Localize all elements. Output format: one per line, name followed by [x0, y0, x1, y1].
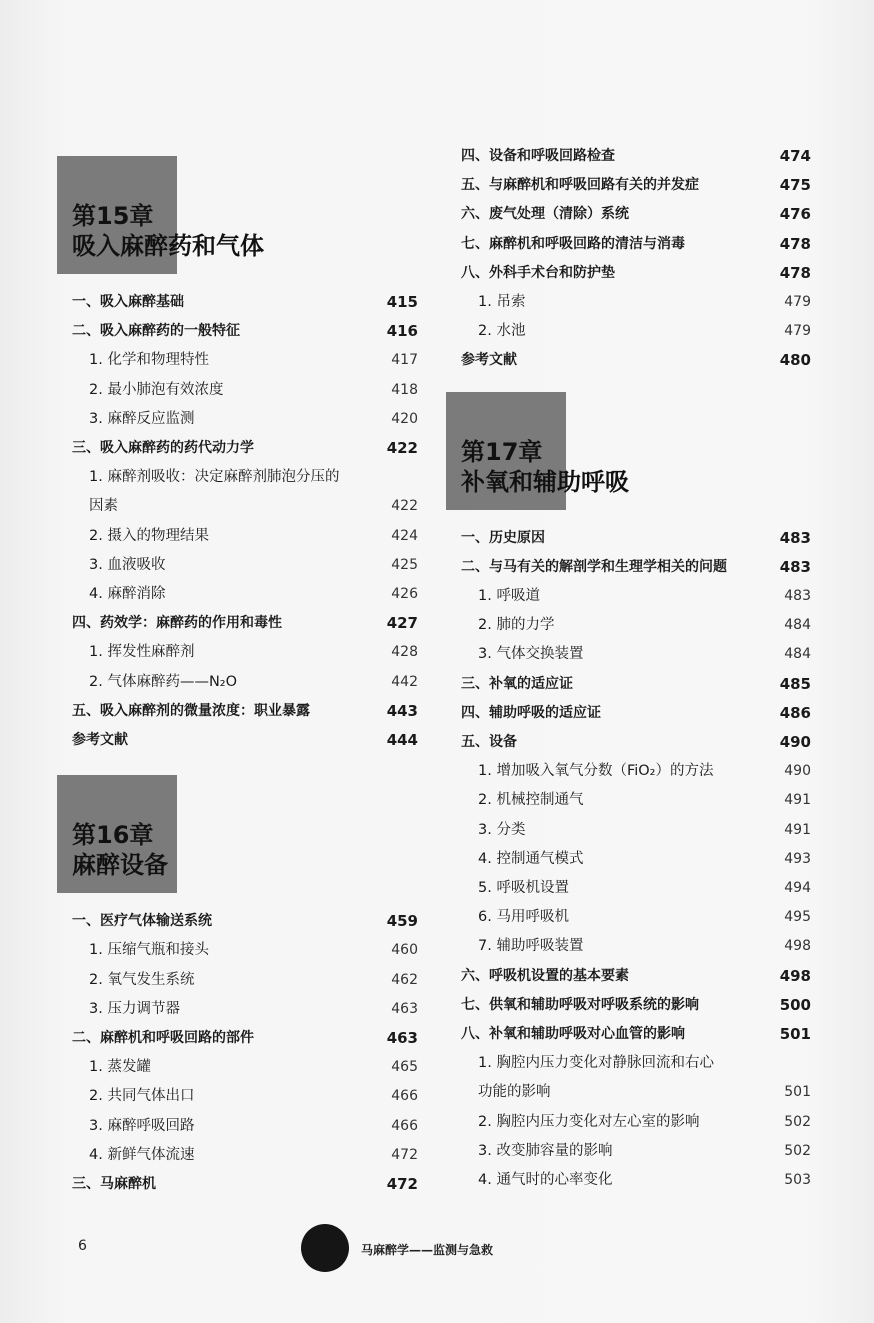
- toc-entry-title: 1. 麻醉剂吸收：决定麻醉剂肺泡分压的: [89, 469, 340, 486]
- toc-subsection-entry: [72, 668, 418, 697]
- toc-entry-page: 502: [784, 1113, 811, 1130]
- toc-subsection-entry: [72, 1112, 418, 1141]
- toc-entry-title: 3. 麻醉反应监测: [89, 410, 195, 427]
- toc-entry-page: 472: [391, 1146, 418, 1163]
- toc-entry-title: 3. 气体交换装置: [478, 646, 584, 663]
- toc-subsection-entry: [461, 816, 811, 845]
- chapter-15: [72, 156, 418, 755]
- toc-entry-page: 484: [784, 617, 811, 634]
- toc-entry-title: 二、与马有关的解剖学和生理学相关的问题: [461, 558, 727, 575]
- toc-entry-title: 3. 麻醉呼吸回路: [89, 1117, 195, 1134]
- toc-entry-title: 一、吸入麻醉基础: [72, 294, 184, 310]
- toc-entry-title: 1. 挥发性麻醉剂: [89, 644, 195, 661]
- footer-circle-icon: [301, 1224, 349, 1272]
- toc-section-entry: [461, 991, 811, 1020]
- toc-entry-page: 415: [386, 293, 418, 311]
- toc-entry-title: 2. 最小肺泡有效浓度: [89, 381, 224, 398]
- toc-entry-title: 7. 辅助呼吸装置: [478, 938, 584, 955]
- toc-entry-title: 3. 血液吸收: [89, 556, 166, 573]
- toc-entry-page: 490: [779, 733, 811, 752]
- toc-entry-page: 498: [784, 938, 811, 955]
- toc-entry-page: 479: [784, 323, 811, 340]
- toc-entry-title: 1. 化学和物理特性: [89, 352, 209, 369]
- toc-entry-page: 478: [779, 263, 811, 282]
- toc-entry-title: 八、补氧和辅助呼吸对心血管的影响: [461, 1026, 685, 1043]
- toc-subsection-entry: [72, 463, 418, 492]
- toc-entry-page: 425: [391, 556, 418, 573]
- toc-entry-page: 422: [386, 439, 418, 458]
- toc-entry-page: 466: [391, 1117, 418, 1134]
- toc-entry-page: 491: [784, 821, 811, 838]
- toc-entry-page: 463: [386, 1029, 418, 1048]
- toc-entry-title: 4. 新鲜气体流速: [89, 1146, 195, 1163]
- toc-section-entry: [461, 1020, 811, 1049]
- toc-section-entry: [72, 317, 418, 346]
- chapter-17: [461, 392, 811, 1196]
- toc-section-entry: [72, 434, 418, 463]
- toc-entry-page: 462: [391, 971, 418, 988]
- toc-entry-page: 428: [391, 644, 418, 661]
- chapter-title: 麻醉设备: [72, 851, 168, 880]
- toc-entry-title: 五、吸入麻醉剂的微量浓度：职业暴露: [72, 702, 310, 719]
- toc-subsection-entry: [461, 1108, 811, 1137]
- toc-entry-page: 484: [784, 646, 811, 663]
- toc-section-entry: [72, 288, 418, 317]
- toc-section-entry: [461, 230, 811, 259]
- chapter-number: 第15章: [72, 202, 154, 230]
- toc-entry-page: 443: [386, 701, 418, 720]
- toc-entry-title: 1. 蒸发罐: [89, 1059, 151, 1076]
- toc-section-entry: [72, 726, 418, 755]
- toc-section-entry: [461, 728, 811, 757]
- toc-entry-title: 功能的影响: [478, 1084, 551, 1101]
- toc-subsection-entry: [461, 288, 811, 317]
- toc-subsection-entry: [72, 638, 418, 667]
- page-number: 6: [78, 1238, 87, 1254]
- toc-entry-page: 483: [779, 557, 811, 576]
- toc-entry-page: 495: [784, 909, 811, 926]
- footer-book-title: 马麻醉学——监测与急救: [361, 1243, 494, 1257]
- toc-entry-page: 483: [779, 528, 811, 547]
- toc-column-left: [72, 156, 418, 1199]
- chapter-number: 第17章: [461, 437, 543, 466]
- toc-entry-title: 三、吸入麻醉药的药代动力学: [72, 440, 254, 457]
- toc-subsection-entry: [72, 492, 418, 521]
- toc-section-entry: [72, 697, 418, 726]
- toc-subsection-entry: [72, 376, 418, 405]
- toc-entry-title: 四、药效学：麻醉药的作用和毒性: [72, 615, 282, 632]
- toc-subsection-entry: [72, 1141, 418, 1170]
- toc-entry-page: 485: [779, 674, 811, 693]
- toc-entry-title: 3. 改变肺容量的影响: [478, 1142, 613, 1159]
- chapter-header: [72, 775, 418, 893]
- toc-entry-page: 474: [779, 147, 811, 165]
- toc-entry-page: 502: [784, 1142, 811, 1159]
- chapter-header: [461, 392, 811, 510]
- toc-subsection-entry: [72, 551, 418, 580]
- toc-entry-page: 472: [386, 1175, 418, 1194]
- toc-subsection-entry: [461, 611, 811, 640]
- toc-entry-title: 3. 分类: [478, 821, 526, 838]
- toc-entry-page: 479: [784, 294, 811, 311]
- toc-subsection-entry: [461, 845, 811, 874]
- toc-entry-page: 424: [391, 527, 418, 544]
- toc-section-entry: [72, 609, 418, 638]
- toc-subsection-entry: [461, 1049, 811, 1078]
- toc-entry-page: 490: [784, 763, 811, 780]
- toc-entry-page: 463: [391, 1000, 418, 1017]
- toc-entry-page: 493: [784, 850, 811, 867]
- chapter-header: [72, 156, 418, 274]
- toc-section-entry: [461, 524, 811, 553]
- toc-entry-title: 三、马麻醉机: [72, 1176, 156, 1193]
- toc-entry-page: 494: [784, 880, 811, 897]
- toc-section-entry: [461, 200, 811, 229]
- toc-entry-title: 一、历史原因: [461, 529, 545, 546]
- toc-section-entry: [461, 171, 811, 200]
- toc-entry-title: 2. 机械控制通气: [478, 792, 584, 809]
- toc-subsection-entry: [461, 932, 811, 961]
- toc-subsection-entry: [461, 757, 811, 786]
- toc-entry-title: 6. 马用呼吸机: [478, 909, 569, 926]
- chapter-16-continued: [461, 142, 811, 376]
- toc-subsection-entry: [461, 1078, 811, 1107]
- toc-entry-page: 442: [391, 673, 418, 690]
- toc-section-entry: [461, 962, 811, 991]
- toc-entry-title: 3. 压力调节器: [89, 1000, 180, 1017]
- toc-entry-page: 480: [779, 351, 811, 370]
- toc-section-entry: [461, 553, 811, 582]
- toc-subsection-entry: [72, 966, 418, 995]
- toc-subsection-entry: [72, 580, 418, 609]
- toc-entry-page: 420: [391, 410, 418, 427]
- toc-entry-title: 五、设备: [461, 734, 517, 751]
- toc-entry-title: 2. 气体麻醉药——N₂O: [89, 673, 238, 690]
- toc-subsection-entry: [72, 995, 418, 1024]
- toc-entry-title: 2. 肺的力学: [478, 617, 555, 634]
- toc-section-entry: [461, 699, 811, 728]
- toc-section-entry: [461, 346, 811, 375]
- toc-subsection-entry: [461, 317, 811, 346]
- toc-entry-page: 478: [779, 234, 811, 253]
- toc-entry-page: 498: [779, 966, 811, 985]
- toc-subsection-entry: [72, 346, 418, 375]
- toc-entry-title: 因素: [89, 498, 118, 515]
- toc-entry-page: 486: [779, 703, 811, 722]
- toc-entry-title: 六、废气处理（清除）系统: [461, 206, 629, 223]
- toc-entry-title: 1. 压缩气瓶和接头: [89, 942, 209, 959]
- toc-subsection-entry: [72, 1082, 418, 1111]
- toc-entry-title: 4. 控制通气模式: [478, 850, 584, 867]
- toc-entry-page: 466: [391, 1088, 418, 1105]
- toc-entry-page: 465: [391, 1059, 418, 1076]
- toc-entry-title: 2. 摄入的物理结果: [89, 527, 209, 544]
- chapter-title: 吸入麻醉药和气体: [72, 232, 264, 260]
- toc-entry-title: 4. 麻醉消除: [89, 586, 166, 603]
- toc-subsection-entry: [72, 1053, 418, 1082]
- toc-entry-title: 四、辅助呼吸的适应证: [461, 704, 601, 721]
- toc-entry-page: 501: [779, 1025, 811, 1044]
- toc-subsection-entry: [72, 936, 418, 965]
- chapter-16: [72, 775, 418, 1199]
- toc-entry-title: 三、补氧的适应证: [461, 675, 573, 692]
- toc-section-entry: [72, 1024, 418, 1053]
- toc-subsection-entry: [461, 582, 811, 611]
- toc-entry-title: 四、设备和呼吸回路检查: [461, 148, 615, 164]
- toc-entry-page: 416: [386, 322, 418, 341]
- toc-entry-title: 1. 吊索: [478, 294, 526, 311]
- toc-entry-page: 500: [779, 995, 811, 1014]
- toc-entry-title: 2. 氧气发生系统: [89, 971, 195, 988]
- toc-section-entry: [461, 259, 811, 288]
- toc-subsection-entry: [461, 786, 811, 815]
- toc-entry-title: 一、医疗气体输送系统: [72, 913, 212, 930]
- toc-entry-title: 七、麻醉机和呼吸回路的清洁与消毒: [461, 235, 685, 252]
- toc-entry-title: 七、供氧和辅助呼吸对呼吸系统的影响: [461, 996, 699, 1013]
- toc-subsection-entry: [461, 1137, 811, 1166]
- toc-entry-title: 1. 增加吸入氧气分数（FiO₂）的方法: [478, 763, 714, 780]
- toc-section-entry: [461, 142, 811, 171]
- toc-entry-title: 六、呼吸机设置的基本要素: [461, 967, 629, 984]
- toc-entry-title: 五、与麻醉机和呼吸回路有关的并发症: [461, 177, 699, 194]
- toc-entry-title: 2. 胸腔内压力变化对左心室的影响: [478, 1113, 700, 1130]
- toc-entry-title: 1. 呼吸道: [478, 588, 540, 605]
- toc-entry-page: 460: [391, 942, 418, 959]
- toc-entry-title: 八、外科手术台和防护垫: [461, 264, 615, 281]
- toc-entry-page: 501: [784, 1084, 811, 1101]
- toc-column-right: [461, 142, 811, 1195]
- toc-entry-page: 491: [784, 792, 811, 809]
- toc-entry-title: 二、吸入麻醉药的一般特征: [72, 323, 240, 340]
- toc-entry-title: 2. 水池: [478, 323, 526, 340]
- toc-entry-page: 427: [386, 614, 418, 633]
- toc-entry-title: 4. 通气时的心率变化: [478, 1172, 613, 1189]
- toc-entry-page: 459: [386, 912, 418, 931]
- toc-entry-title: 5. 呼吸机设置: [478, 880, 569, 897]
- toc-entry-page: 476: [779, 205, 811, 224]
- toc-section-entry: [461, 670, 811, 699]
- toc-entry-title: 1. 胸腔内压力变化对静脉回流和右心: [478, 1055, 714, 1072]
- toc-subsection-entry: [461, 903, 811, 932]
- toc-subsection-entry: [461, 874, 811, 903]
- toc-entry-page: 417: [391, 352, 418, 369]
- toc-entry-page: 426: [391, 586, 418, 603]
- chapter-number: 第16章: [72, 821, 154, 850]
- toc-subsection-entry: [461, 640, 811, 669]
- toc-entry-title: 参考文献: [72, 732, 128, 749]
- toc-section-entry: [72, 907, 418, 936]
- toc-subsection-entry: [461, 1166, 811, 1195]
- toc-entry-page: 418: [391, 381, 418, 398]
- toc-entry-page: 422: [391, 498, 418, 515]
- toc-entry-title: 二、麻醉机和呼吸回路的部件: [72, 1030, 254, 1047]
- toc-entry-page: 475: [779, 176, 811, 195]
- toc-subsection-entry: [72, 522, 418, 551]
- toc-entry-page: 483: [784, 588, 811, 605]
- toc-entry-page: 503: [784, 1172, 811, 1189]
- chapter-title: 补氧和辅助呼吸: [461, 467, 629, 496]
- toc-entry-page: 444: [386, 731, 418, 750]
- toc-section-entry: [72, 1170, 418, 1199]
- toc-entry-title: 2. 共同气体出口: [89, 1088, 195, 1105]
- toc-entry-title: 参考文献: [461, 352, 517, 369]
- toc-subsection-entry: [72, 405, 418, 434]
